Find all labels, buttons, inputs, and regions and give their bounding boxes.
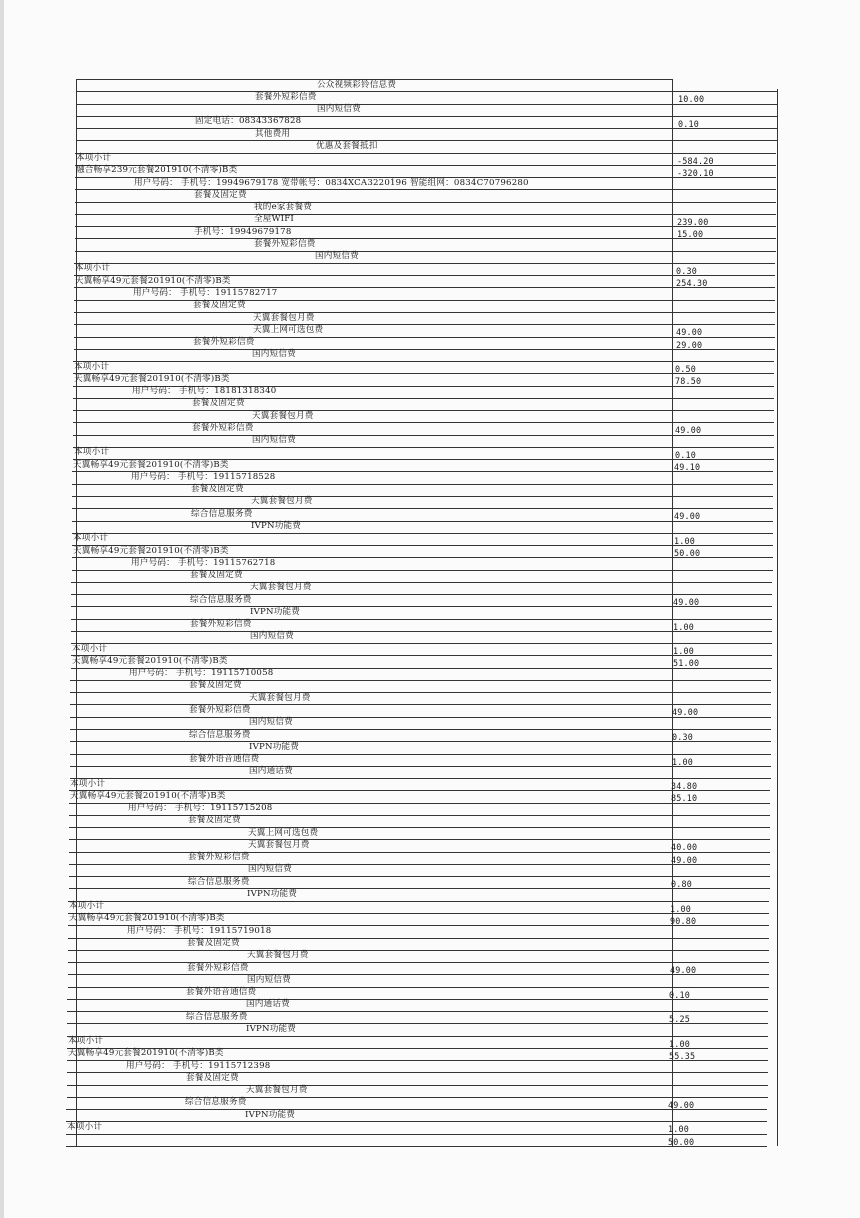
charge-amount: -320.10 bbox=[677, 168, 714, 178]
row-divider bbox=[70, 704, 771, 705]
charge-item-label: 综合信息服务费 bbox=[191, 509, 253, 519]
charge-item-label: 手机号：19949679178 bbox=[194, 227, 292, 237]
row-divider bbox=[66, 1146, 767, 1147]
charge-amount: 49.00 bbox=[674, 511, 701, 521]
charge-item-label: 套餐及固定费 bbox=[194, 190, 247, 200]
charge-item-label: 用户号码： 手机号：19115710058 bbox=[129, 668, 274, 678]
charge-item-label: 用户号码： 手机号：19115762718 bbox=[131, 558, 276, 568]
charge-item-label: 套餐外短彩信费 bbox=[190, 619, 252, 629]
plan-name: 天翼畅享49元套餐201910(不清零)B类 bbox=[69, 913, 225, 923]
charge-amount: 1.00 bbox=[670, 904, 691, 914]
charge-item-label: 综合信息服务费 bbox=[188, 877, 250, 887]
charge-item-label: IVPN功能费 bbox=[247, 889, 298, 899]
row-divider bbox=[68, 987, 769, 988]
charge-item-label: 套餐及固定费 bbox=[193, 300, 246, 310]
charge-item-label: 国内短信费 bbox=[317, 104, 361, 114]
charge-item-label: 综合信息服务费 bbox=[189, 730, 251, 740]
charge-amount: 10.00 bbox=[678, 94, 705, 104]
charge-amount: 34.80 bbox=[671, 781, 698, 791]
charge-item-label: 套餐及固定费 bbox=[191, 484, 244, 494]
plan-name: 天翼畅享49元套餐201910(不清零)B类 bbox=[74, 374, 230, 384]
charge-amount: 0.30 bbox=[676, 266, 697, 276]
charge-item-label: 天翼套餐包月费 bbox=[248, 840, 310, 850]
row-divider bbox=[74, 349, 775, 350]
row-divider bbox=[76, 140, 777, 141]
row-divider bbox=[76, 104, 777, 105]
charge-item-label: 用户号码： 手机号：19115715208 bbox=[128, 803, 273, 813]
row-divider bbox=[75, 238, 776, 239]
charge-item-label: IVPN功能费 bbox=[245, 1110, 296, 1120]
row-divider bbox=[67, 1023, 768, 1024]
charge-item-label: 国内短信费 bbox=[247, 975, 291, 985]
charge-item-label: 套餐外短彩信费 bbox=[254, 239, 316, 249]
charge-item-label: 国内短信费 bbox=[252, 349, 296, 359]
subtotal-label: 本项小计 bbox=[70, 779, 106, 789]
charge-amount: 239.00 bbox=[677, 217, 709, 227]
charge-item-label: 国内短信费 bbox=[315, 251, 359, 261]
row-divider bbox=[68, 962, 769, 963]
row-divider bbox=[75, 226, 776, 227]
row-divider bbox=[71, 594, 772, 595]
row-divider bbox=[66, 1109, 767, 1110]
row-divider bbox=[72, 570, 773, 571]
row-divider bbox=[72, 496, 773, 497]
row-divider bbox=[71, 582, 772, 583]
charge-amount: 1.00 bbox=[673, 622, 694, 632]
row-divider bbox=[69, 876, 770, 877]
charge-item-label: 天翼套餐包月费 bbox=[253, 313, 315, 323]
subtotal-label: 本项小计 bbox=[74, 362, 110, 372]
row-divider bbox=[75, 251, 776, 252]
charge-amount: 50.00 bbox=[674, 548, 701, 558]
charge-item-label: IVPN功能费 bbox=[251, 521, 302, 531]
charge-amount: 15.00 bbox=[677, 229, 704, 239]
charge-amount: 90.80 bbox=[670, 916, 697, 926]
charge-item-label: 套餐外短彩信费 bbox=[187, 963, 249, 973]
charge-amount: 49.00 bbox=[676, 327, 703, 337]
row-divider bbox=[68, 974, 769, 975]
row-divider bbox=[69, 839, 770, 840]
charge-amount: 29.00 bbox=[676, 340, 703, 350]
row-divider bbox=[67, 999, 768, 1000]
row-divider bbox=[66, 1134, 767, 1135]
row-divider bbox=[72, 508, 773, 509]
charge-item-label: IVPN功能费 bbox=[250, 607, 301, 617]
charge-item-label: 国内短信费 bbox=[249, 717, 293, 727]
plan-name: 天翼畅享49元套餐201910(不清零)B类 bbox=[70, 791, 226, 801]
row-divider bbox=[70, 754, 771, 755]
scan-edge bbox=[0, 0, 4, 1218]
row-divider bbox=[69, 852, 770, 853]
charge-item-label: 全屋WIFI bbox=[254, 214, 294, 224]
charge-amount: 0.10 bbox=[669, 990, 690, 1000]
row-divider bbox=[69, 827, 770, 828]
table-left-border bbox=[76, 79, 77, 1146]
subtotal-label: 本项小计 bbox=[72, 644, 108, 654]
charge-item-label: 综合信息服务费 bbox=[186, 1012, 248, 1022]
plan-name: 天翼畅享49元套餐201910(不清零)B类 bbox=[75, 276, 231, 286]
charge-item-label: 我的e家套餐费 bbox=[254, 202, 313, 212]
row-divider bbox=[74, 337, 775, 338]
charge-amount: 51.00 bbox=[673, 658, 700, 668]
charge-item-label: 国内短信费 bbox=[252, 435, 296, 445]
charge-amount: 1.00 bbox=[672, 757, 693, 767]
row-divider bbox=[72, 521, 773, 522]
charge-item-label: 国内通话费 bbox=[249, 766, 293, 776]
plan-name: 天翼畅享49元套餐201910(不清零)B类 bbox=[68, 1048, 224, 1058]
row-divider bbox=[73, 447, 774, 448]
charge-item-label: 天翼上网可选包费 bbox=[253, 325, 324, 335]
charge-amount: 49.00 bbox=[675, 425, 702, 435]
charge-item-label: 套餐及固定费 bbox=[187, 938, 240, 948]
charge-amount: 1.00 bbox=[668, 1124, 689, 1134]
charge-amount: 1.00 bbox=[674, 536, 695, 546]
row-divider bbox=[72, 533, 773, 534]
charge-amount: 0.30 bbox=[672, 732, 693, 742]
row-divider bbox=[76, 128, 777, 129]
charge-amount: 0.10 bbox=[675, 450, 696, 460]
row-divider bbox=[75, 214, 776, 215]
row-divider bbox=[74, 300, 775, 301]
amount-column-divider bbox=[672, 79, 673, 1146]
charge-item-label: 固定电话：08343367828 bbox=[195, 116, 302, 126]
row-divider bbox=[70, 778, 771, 779]
charge-amount: -584.20 bbox=[677, 156, 714, 166]
row-divider bbox=[70, 729, 771, 730]
charge-item-label: 天翼套餐包月费 bbox=[252, 411, 314, 421]
charge-item-label: 用户号码： 手机号：19115712398 bbox=[126, 1061, 271, 1071]
subtotal-label: 本项小计 bbox=[73, 533, 109, 543]
charge-amount: 49.00 bbox=[668, 1100, 695, 1110]
charge-amount: 5.25 bbox=[669, 1014, 690, 1024]
row-divider bbox=[70, 692, 771, 693]
charge-item-label: IVPN功能费 bbox=[249, 742, 300, 752]
subtotal-label: 本项小计 bbox=[76, 153, 112, 163]
row-divider bbox=[70, 741, 771, 742]
row-divider bbox=[73, 435, 774, 436]
charge-amount: 0.10 bbox=[678, 119, 699, 129]
row-divider bbox=[70, 680, 771, 681]
row-divider bbox=[67, 1036, 768, 1037]
subtotal-label: 本项小计 bbox=[69, 901, 105, 911]
charge-item-label: 套餐外短彩信费 bbox=[189, 705, 251, 715]
row-divider bbox=[74, 263, 775, 264]
row-divider bbox=[67, 1072, 768, 1073]
row-divider bbox=[74, 312, 775, 313]
row-divider bbox=[76, 116, 777, 117]
charge-item-label: 套餐及固定费 bbox=[188, 815, 241, 825]
charge-amount: 49.00 bbox=[671, 855, 698, 865]
charge-item-label: 天翼套餐包月费 bbox=[247, 950, 309, 960]
charge-amount: 49.00 bbox=[673, 597, 700, 607]
charge-amount: 49.10 bbox=[674, 462, 701, 472]
charge-item-label: 用户号码： 手机号：19115719018 bbox=[127, 926, 272, 936]
charge-item-label: 套餐外短彩信费 bbox=[188, 852, 250, 862]
charge-item-label: 公众视频彩铃信息费 bbox=[317, 80, 397, 90]
charge-item-label: 天翼套餐包月费 bbox=[250, 582, 312, 592]
row-divider bbox=[71, 606, 772, 607]
row-divider bbox=[73, 410, 774, 411]
row-divider bbox=[73, 422, 774, 423]
row-divider bbox=[71, 631, 772, 632]
subtotal-label: 本项小计 bbox=[68, 1036, 104, 1046]
charge-item-label: 综合信息服务费 bbox=[190, 595, 252, 605]
charge-amount: 1.00 bbox=[673, 646, 694, 656]
row-divider bbox=[76, 91, 777, 92]
charge-amount: 49.00 bbox=[672, 707, 699, 717]
charge-item-label: 用户号码： 手机号：18181318340 bbox=[132, 386, 277, 396]
charge-item-label: 套餐外短彩信费 bbox=[193, 337, 255, 347]
charge-amount: 49.00 bbox=[670, 965, 697, 975]
charge-item-label: 天翼套餐包月费 bbox=[246, 1085, 308, 1095]
row-divider bbox=[70, 717, 771, 718]
charge-item-label: 天翼套餐包月费 bbox=[249, 693, 311, 703]
charge-item-label: 天翼套餐包月费 bbox=[251, 496, 313, 506]
subtotal-label: 本项小计 bbox=[75, 263, 111, 273]
plan-name: 融合畅享239元套餐201910(不清零)B类 bbox=[76, 165, 238, 175]
row-divider bbox=[67, 1011, 768, 1012]
charge-item-label: 其他费用 bbox=[255, 129, 291, 139]
row-divider bbox=[66, 1121, 767, 1122]
row-divider bbox=[72, 484, 773, 485]
table-right-border bbox=[777, 89, 778, 1146]
charge-item-label: 套餐外短彩信费 bbox=[192, 423, 254, 433]
charge-item-label: 综合信息服务费 bbox=[185, 1097, 247, 1107]
row-divider bbox=[75, 202, 776, 203]
charge-item-label: 套餐外语音通信费 bbox=[189, 754, 260, 764]
row-divider bbox=[68, 938, 769, 939]
charge-item-label: 套餐及固定费 bbox=[190, 570, 243, 580]
row-divider bbox=[71, 619, 772, 620]
charge-item-label: 优惠及套餐抵扣 bbox=[316, 141, 378, 151]
plan-name: 天翼畅享49元套餐201910(不清零)B类 bbox=[73, 546, 229, 556]
row-divider bbox=[70, 766, 771, 767]
charge-item-label: 用户号码： 手机号：19115782717 bbox=[133, 288, 278, 298]
row-divider bbox=[73, 398, 774, 399]
charge-item-label: 用户号码： 手机号：19949679178 宽带帐号：0834XCA3220196 智能组网：0834C70796280 bbox=[134, 178, 529, 188]
charge-amount: 0.80 bbox=[671, 879, 692, 889]
charge-amount: 0.50 bbox=[675, 364, 696, 374]
plan-name: 天翼畅享49元套餐201910(不清零)B类 bbox=[73, 460, 229, 470]
charge-amount: 254.30 bbox=[676, 278, 708, 288]
subtotal-label: 本项小计 bbox=[74, 447, 110, 457]
charge-amount: 78.50 bbox=[675, 376, 702, 386]
row-divider bbox=[69, 864, 770, 865]
charge-item-label: 国内短信费 bbox=[248, 864, 292, 874]
charge-item-label: 天翼上网可选包费 bbox=[248, 828, 319, 838]
charge-item-label: 国内短信费 bbox=[250, 631, 294, 641]
charge-item-label: 套餐及固定费 bbox=[189, 680, 242, 690]
charge-item-label: 套餐及固定费 bbox=[192, 398, 245, 408]
row-divider bbox=[75, 189, 776, 190]
subtotal-label: 本项小计 bbox=[67, 1122, 103, 1132]
charge-item-label: 套餐及固定费 bbox=[186, 1073, 239, 1083]
plan-name: 天翼畅享49元套餐201910(不清零)B类 bbox=[72, 656, 228, 666]
charge-amount: 1.00 bbox=[669, 1039, 690, 1049]
charge-item-label: 套餐外语音通信费 bbox=[186, 987, 257, 997]
charge-amount: 50.00 bbox=[668, 1137, 695, 1147]
charge-item-label: 国内通话费 bbox=[246, 999, 290, 1009]
charge-item-label: 用户号码： 手机号：19115718528 bbox=[131, 472, 276, 482]
row-divider bbox=[69, 815, 770, 816]
row-divider bbox=[73, 361, 774, 362]
row-divider bbox=[68, 901, 769, 902]
charge-amount: 40.00 bbox=[671, 842, 698, 852]
row-divider bbox=[67, 1097, 768, 1098]
row-divider bbox=[75, 153, 776, 154]
charge-amount: 55.35 bbox=[669, 1051, 696, 1061]
row-divider bbox=[69, 888, 770, 889]
row-divider bbox=[71, 643, 772, 644]
row-divider bbox=[74, 324, 775, 325]
charge-item-label: IVPN功能费 bbox=[246, 1024, 297, 1034]
row-divider bbox=[67, 1085, 768, 1086]
row-divider bbox=[68, 950, 769, 951]
charge-item-label: 套餐外短彩信费 bbox=[255, 92, 317, 102]
charge-amount: 85.10 bbox=[671, 793, 698, 803]
